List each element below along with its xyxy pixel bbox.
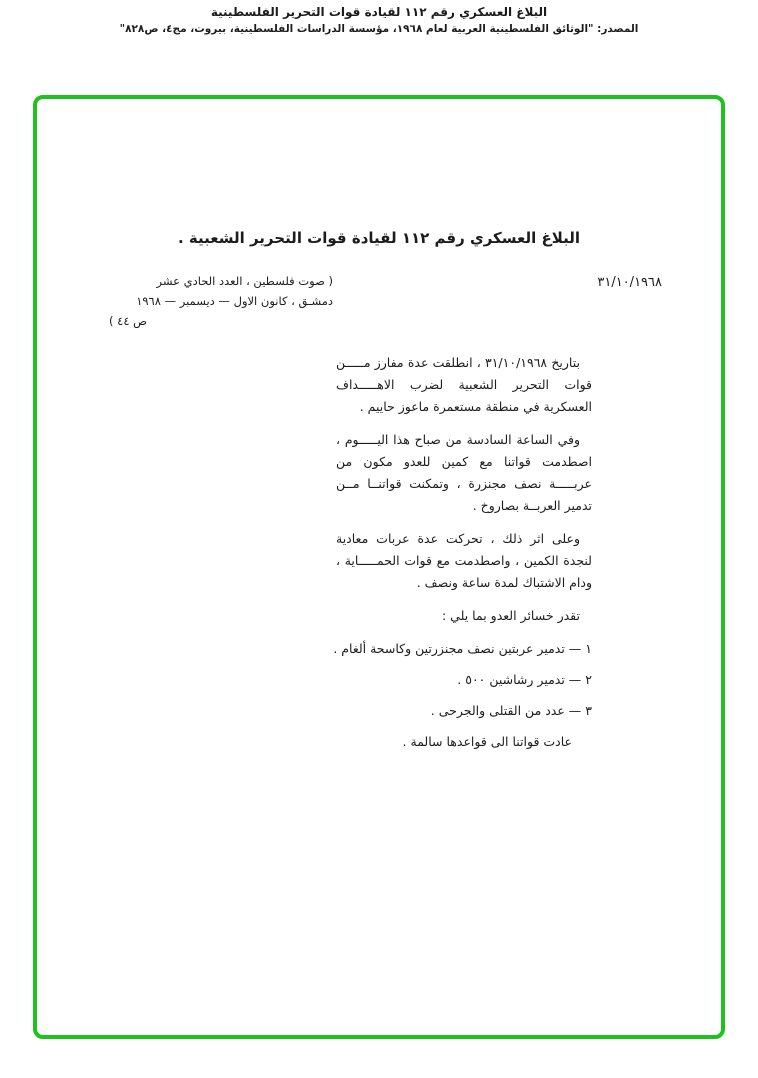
document-title: البلاغ العسكري رقم ١١٢ لقيادة قوات التحرير الشعبية . bbox=[177, 229, 581, 247]
citation-line-2: دمشـق ، كانون الاول — ديسمبر — ١٩٦٨ bbox=[136, 294, 333, 308]
list-item-2: ٢ — تدمير رشاشين ٥٠٠ . bbox=[457, 672, 592, 687]
list-item-1: ١ — تدمير عربتين نصف مجنزرتين وكاسحة ألغام . bbox=[333, 641, 592, 656]
paragraph-3: وعلى اثر ذلك ، تحركت عدة عربات معادية لنجدة الكمين ، واصطدمت مع قوات الحمـــــاية ، ودام الاشتباك لمدة ساعة ونصف . bbox=[336, 531, 592, 590]
paragraph-1: بتاريخ ٣١/١٠/١٩٦٨ ، انطلقت عدة مفارز مـــــن قوات التحرير الشعبية لضرب الاهـــــداف العسكرية في منطقة مستعمرة ماعوز حاييم . bbox=[336, 355, 592, 414]
citation-line-1: ( صوت فلسطين ، العدد الحادي عشر bbox=[156, 274, 333, 288]
citation-line-3: ص ٤٤ ) bbox=[109, 314, 148, 328]
list-item-3: ٣ — عدد من القتلى والجرحى . bbox=[430, 703, 592, 718]
document-body bbox=[333, 352, 592, 753]
citation-block bbox=[109, 271, 333, 331]
document-frame bbox=[33, 95, 725, 1039]
paragraph-2: وفي الساعة السادسة من صباح هذا اليـــــوم ، اصطدمت قواتنا مع كمين للعدو مكون من عربـــــة نصف مجنزرة ، وتمكنت قواتنــا مــن تدمير العربــة بصاروخ . bbox=[336, 432, 592, 513]
closing-line: عادت قواتنا الى قواعدها سالمة . bbox=[402, 734, 572, 749]
document-date: ٣١/١٠/١٩٦٨ bbox=[597, 275, 662, 290]
page-header-title: البلاغ العسكري رقم ١١٢ لقيادة قوات التحرير الفلسطينية bbox=[210, 5, 548, 19]
page-header bbox=[0, 5, 758, 35]
losses-intro-line: تقدر خسائر العدو بما يلي : bbox=[441, 608, 580, 623]
page-header-source: المصدر: "الوثائق الفلسطينية العربية لعام ١٩٦٨، مؤسسة الدراسات الفلسطينية، بيروت، مج٤، ص٨٢٨" bbox=[119, 23, 639, 35]
